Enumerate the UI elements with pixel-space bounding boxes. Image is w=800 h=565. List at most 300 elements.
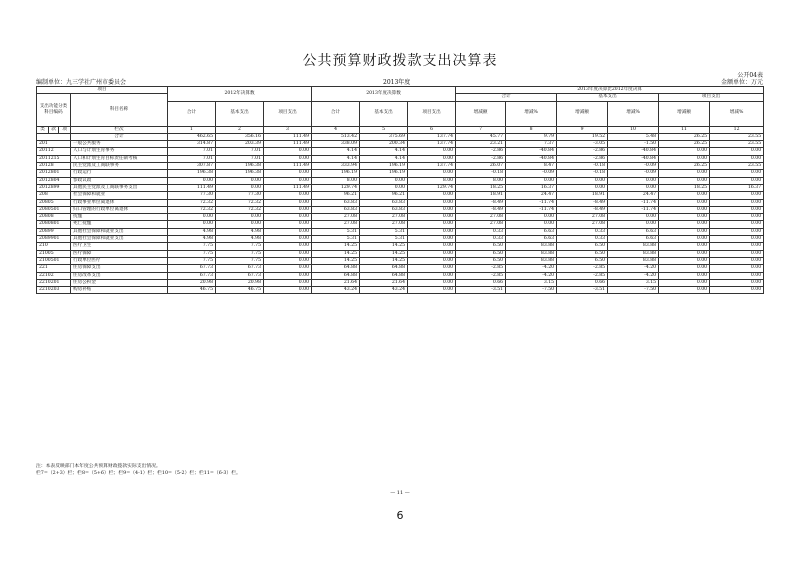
row-value: 0.00 xyxy=(659,272,710,279)
row-value: 0.00 xyxy=(659,155,710,162)
row-value: 46.75 xyxy=(216,287,264,294)
row-value: 4.98 xyxy=(216,228,264,235)
row-value: 27.08 xyxy=(312,214,360,221)
row-name: 一般公共服务 xyxy=(71,141,168,148)
row-value: 7.75 xyxy=(168,243,216,250)
row-value: 0.00 xyxy=(659,257,710,264)
row-value: 23.21 xyxy=(456,141,506,148)
row-value: 7.75 xyxy=(168,257,216,264)
row-value: 307.87 xyxy=(168,163,216,170)
row-value: 7.75 xyxy=(216,250,264,257)
row-value: -2.85 xyxy=(456,265,506,272)
row-value: 23.55 xyxy=(710,141,764,148)
row-value: 196.19 xyxy=(360,163,408,170)
row-value: 27.08 xyxy=(456,221,506,228)
row-value: 96.21 xyxy=(312,192,360,199)
row-value: 0.00 xyxy=(608,221,659,228)
row-value: 0.00 xyxy=(710,192,764,199)
row-value: 14.25 xyxy=(360,257,408,264)
row-value: 3.15 xyxy=(608,279,659,286)
kuan-header: 款 xyxy=(49,126,59,133)
row-value: 0.00 xyxy=(264,279,312,286)
row-value: -8.49 xyxy=(456,206,506,213)
table-row xyxy=(37,236,764,243)
row-value: 64.88 xyxy=(312,265,360,272)
row-value: 0.00 xyxy=(710,257,764,264)
table-row xyxy=(37,148,764,155)
row-value: -40.84 xyxy=(608,148,659,155)
table-row xyxy=(37,155,764,162)
row-value: -8.49 xyxy=(557,206,608,213)
row-value: 0.00 xyxy=(264,214,312,221)
row-value: -11.74 xyxy=(608,206,659,213)
row-value: 0.00 xyxy=(659,177,710,184)
row-value: -7.50 xyxy=(608,287,659,294)
row-value: 0.00 xyxy=(659,279,710,286)
row-value: 0.00 xyxy=(216,214,264,221)
row-code: 20128 xyxy=(37,163,71,170)
row-value: 83.88 xyxy=(506,250,557,257)
row-value: 18.25 xyxy=(456,184,506,191)
row-value: 0.00 xyxy=(506,221,557,228)
compare-project-header: 项目支出 xyxy=(659,94,764,101)
row-name: 归口管理的行政单位离退休 xyxy=(71,206,168,213)
row-value: 196.38 xyxy=(168,170,216,177)
row-value: 0.00 xyxy=(264,170,312,177)
row-code: 201 xyxy=(37,141,71,148)
table-row xyxy=(37,265,764,272)
col-num: 12 xyxy=(710,126,764,133)
row-name: 参政议政 xyxy=(71,177,168,184)
row-value: -8.49 xyxy=(456,199,506,206)
row-value: 26.25 xyxy=(659,163,710,170)
row-value: 0.00 xyxy=(659,236,710,243)
row-value: 83.88 xyxy=(608,257,659,264)
row-value: 0.00 xyxy=(659,250,710,257)
row-value: 67.73 xyxy=(216,272,264,279)
row-value: 0.00 xyxy=(710,279,764,286)
row-value: 0.00 xyxy=(659,243,710,250)
y2013-total-header: 合计 xyxy=(312,101,360,126)
row-value: 77.30 xyxy=(168,192,216,199)
row-value: 72.32 xyxy=(168,199,216,206)
row-name: 医疗保障 xyxy=(71,250,168,257)
row-value: 4.98 xyxy=(216,236,264,243)
table-row xyxy=(37,279,764,286)
table-row xyxy=(37,184,764,191)
row-value: 20.98 xyxy=(168,279,216,286)
row-value: 7.01 xyxy=(216,148,264,155)
row-value: -40.84 xyxy=(608,155,659,162)
row-value: 14.25 xyxy=(312,243,360,250)
row-value: 72.32 xyxy=(216,206,264,213)
row-value: 333.94 xyxy=(312,163,360,170)
row-value: 0.33 xyxy=(456,236,506,243)
row-name: 其他民主党派及工商联事务支出 xyxy=(71,184,168,191)
lan-header: 栏次 xyxy=(71,126,168,133)
row-value: 6.63 xyxy=(506,228,557,235)
col-num: 1 xyxy=(168,126,216,133)
row-value: 0.33 xyxy=(557,228,608,235)
row-value: 0.00 xyxy=(506,214,557,221)
expenditure-table xyxy=(36,86,764,294)
row-value: 314.87 xyxy=(168,141,216,148)
row-value: 16.37 xyxy=(506,184,557,191)
row-code: 21005 xyxy=(37,250,71,257)
row-value: 0.00 xyxy=(264,228,312,235)
row-value: 111.49 xyxy=(264,163,312,170)
row-value: 129.74 xyxy=(408,184,456,191)
row-code: 2100501 xyxy=(37,257,71,264)
row-code: 20808 xyxy=(37,214,71,221)
row-value: 0.00 xyxy=(710,148,764,155)
row-value: -11.74 xyxy=(608,199,659,206)
row-value: 3.15 xyxy=(506,279,557,286)
row-value: 4.14 xyxy=(360,155,408,162)
row-value: 0.00 xyxy=(408,265,456,272)
row-value: 0.00 xyxy=(264,221,312,228)
row-code: 2210203 xyxy=(37,287,71,294)
row-value: -0.09 xyxy=(608,163,659,170)
row-value: 27.08 xyxy=(557,214,608,221)
row-value: 196.19 xyxy=(360,170,408,177)
row-value: 63.83 xyxy=(360,199,408,206)
row-value: 0.00 xyxy=(360,184,408,191)
name-label-header: 科目名称 xyxy=(71,94,168,126)
row-value: 6.50 xyxy=(557,257,608,264)
row-value: 6.63 xyxy=(506,236,557,243)
row-value: 4.14 xyxy=(312,155,360,162)
row-value: 0.00 xyxy=(408,170,456,177)
row-value: 24.47 xyxy=(506,192,557,199)
row-value: 27.08 xyxy=(312,221,360,228)
row-value: 137.74 xyxy=(408,133,456,140)
row-name: 人口与计划生育事务 xyxy=(71,148,168,155)
row-value: 0.00 xyxy=(710,236,764,243)
table-notes xyxy=(36,462,241,476)
row-value: 0.00 xyxy=(659,199,710,206)
row-value: 0.00 xyxy=(408,214,456,221)
row-value: -2.86 xyxy=(557,155,608,162)
row-value: -3.51 xyxy=(456,287,506,294)
col-num: 11 xyxy=(659,126,710,133)
row-value: 7.75 xyxy=(216,257,264,264)
row-value: -2.85 xyxy=(557,265,608,272)
row-value: 21.64 xyxy=(312,279,360,286)
row-value: -3.05 xyxy=(557,141,608,148)
row-name: 行政单位医疗 xyxy=(71,257,168,264)
row-value: 8.00 xyxy=(408,177,456,184)
table-row xyxy=(37,163,764,170)
row-value: 0.00 xyxy=(264,257,312,264)
row-value: 0.00 xyxy=(506,177,557,184)
row-value: 0.00 xyxy=(710,155,764,162)
row-name: 医疗卫生 xyxy=(71,243,168,250)
form-code: 公开04表 xyxy=(737,72,763,79)
row-value: 0.00 xyxy=(608,184,659,191)
row-value: 67.73 xyxy=(216,265,264,272)
row-value: 72.32 xyxy=(168,206,216,213)
row-value: 14.25 xyxy=(360,243,408,250)
table-row xyxy=(37,243,764,250)
row-value: 0.00 xyxy=(264,272,312,279)
row-value: 6.50 xyxy=(456,243,506,250)
row-value: 7.37 xyxy=(506,141,557,148)
row-value: 4.14 xyxy=(312,148,360,155)
col-num: 5 xyxy=(360,126,408,133)
col-num: 2 xyxy=(216,126,264,133)
row-value: 0.00 xyxy=(408,148,456,155)
row-value: 0.00 xyxy=(408,272,456,279)
page-number: 6 xyxy=(396,509,404,522)
row-value: 27.08 xyxy=(456,214,506,221)
row-value: 513.42 xyxy=(312,133,360,140)
row-value: 0.00 xyxy=(264,192,312,199)
row-value: 0.00 xyxy=(264,265,312,272)
row-value: 0.00 xyxy=(264,155,312,162)
row-value: 200.34 xyxy=(360,141,408,148)
y2012-basic-header: 基本支出 xyxy=(216,101,264,126)
lei-header: 类 xyxy=(37,126,49,133)
row-value: 64.88 xyxy=(360,272,408,279)
row-value: 19.52 xyxy=(557,133,608,140)
row-value: 23.55 xyxy=(710,163,764,170)
row-code: 20805 xyxy=(37,199,71,206)
row-value: 27.08 xyxy=(557,221,608,228)
row-value: 5.31 xyxy=(360,228,408,235)
row-value: 111.49 xyxy=(168,184,216,191)
y2013-project-header: 项目支出 xyxy=(408,101,456,126)
row-value: 20.98 xyxy=(216,279,264,286)
row-name: 购房补贴 xyxy=(71,287,168,294)
row-code: 2089901 xyxy=(37,236,71,243)
row-value: 0.00 xyxy=(659,192,710,199)
row-value: 0.00 xyxy=(408,236,456,243)
row-value: 23.55 xyxy=(710,133,764,140)
row-value: 0.00 xyxy=(608,177,659,184)
row-value: 5.31 xyxy=(312,228,360,235)
row-value: 0.00 xyxy=(168,221,216,228)
row-name: 行政运行 xyxy=(71,170,168,177)
row-value: 137.74 xyxy=(408,141,456,148)
y2012-total-header: 合计 xyxy=(168,101,216,126)
row-value: -40.84 xyxy=(506,148,557,155)
row-value: 0.00 xyxy=(408,221,456,228)
row-value: 0.00 xyxy=(710,206,764,213)
row-value: 0.00 xyxy=(408,192,456,199)
row-value: -40.84 xyxy=(506,155,557,162)
row-value: 83.88 xyxy=(506,243,557,250)
row-code: 2012804 xyxy=(37,177,71,184)
basic-inc-pct-header: 增减% xyxy=(608,101,659,126)
row-value: 0.00 xyxy=(659,221,710,228)
row-value: -2.86 xyxy=(557,148,608,155)
col-num: 9 xyxy=(557,126,608,133)
y2013-basic-header: 基本支出 xyxy=(360,101,408,126)
row-value: 27.08 xyxy=(360,214,408,221)
table-row xyxy=(37,177,764,184)
row-code: 210 xyxy=(37,243,71,250)
row-value: 5.48 xyxy=(608,133,659,140)
row-value: 0.00 xyxy=(710,265,764,272)
row-value: -2.85 xyxy=(557,272,608,279)
row-value: 462.65 xyxy=(168,133,216,140)
row-value: 96.21 xyxy=(360,192,408,199)
row-value: 0.00 xyxy=(557,184,608,191)
row-value: 83.88 xyxy=(506,257,557,264)
row-name: 人口和计划生育目标责任制考核 xyxy=(71,155,168,162)
xiang-header: 项 xyxy=(59,126,71,133)
row-value: 0.00 xyxy=(408,279,456,286)
row-value: 26.25 xyxy=(659,141,710,148)
row-value: 0.00 xyxy=(659,206,710,213)
row-value: -11.74 xyxy=(506,206,557,213)
row-value: 0.00 xyxy=(408,155,456,162)
row-value: 0.00 xyxy=(659,265,710,272)
row-value: 26.07 xyxy=(456,163,506,170)
row-value: 0.00 xyxy=(710,221,764,228)
row-value: 111.49 xyxy=(264,141,312,148)
row-code: 2011215 xyxy=(37,155,71,162)
col-num: 4 xyxy=(312,126,360,133)
row-value: 43.24 xyxy=(360,287,408,294)
row-value: 196.19 xyxy=(312,170,360,177)
row-code: 221 xyxy=(37,265,71,272)
row-value: 4.98 xyxy=(168,228,216,235)
row-value: 0.00 xyxy=(710,214,764,221)
row-value: 0.00 xyxy=(216,177,264,184)
row-value: 4.98 xyxy=(168,236,216,243)
row-value: 0.00 xyxy=(710,250,764,257)
table-row xyxy=(37,221,764,228)
row-value: 14.25 xyxy=(360,250,408,257)
row-value: 338.09 xyxy=(312,141,360,148)
row-name: 民主党派及工商联事务 xyxy=(71,163,168,170)
row-value: -4.20 xyxy=(506,272,557,279)
row-value: 7.75 xyxy=(216,243,264,250)
row-value: -2.85 xyxy=(456,272,506,279)
row-value: 375.69 xyxy=(360,133,408,140)
row-value: 0.00 xyxy=(710,272,764,279)
row-value: 0.00 xyxy=(608,214,659,221)
row-value: -4.20 xyxy=(506,265,557,272)
year-label: 2013年度 xyxy=(383,79,411,86)
row-value: -7.50 xyxy=(506,287,557,294)
row-value: 0.00 xyxy=(408,206,456,213)
table-row xyxy=(37,133,764,140)
row-value: 6.50 xyxy=(456,257,506,264)
row-value: 0.00 xyxy=(264,243,312,250)
row-name: 其他社会保障和就业支出 xyxy=(71,236,168,243)
table-row xyxy=(37,199,764,206)
row-value: 0.66 xyxy=(557,279,608,286)
y2012-project-header: 项目支出 xyxy=(264,101,312,126)
row-value: 0.00 xyxy=(710,199,764,206)
row-value: 67.73 xyxy=(168,265,216,272)
total-inc-pct-header: 增减% xyxy=(506,101,557,126)
table-row xyxy=(37,141,764,148)
row-value: 0.00 xyxy=(216,221,264,228)
row-value: 0.00 xyxy=(408,287,456,294)
row-value: 6.63 xyxy=(608,236,659,243)
row-value: 77.30 xyxy=(216,192,264,199)
row-code xyxy=(37,133,71,140)
table-row xyxy=(37,250,764,257)
row-value: 26.25 xyxy=(659,133,710,140)
row-name: 住房公积金 xyxy=(71,279,168,286)
row-name: 合计 xyxy=(71,133,168,140)
row-value: 129.74 xyxy=(312,184,360,191)
col-num: 3 xyxy=(264,126,312,133)
row-value: 111.49 xyxy=(264,184,312,191)
total-inc-amount-header: 增减额 xyxy=(456,101,506,126)
row-name: 住房保障支出 xyxy=(71,265,168,272)
table-row xyxy=(37,272,764,279)
row-value: -11.74 xyxy=(506,199,557,206)
row-value: 21.64 xyxy=(360,279,408,286)
row-value: 8.00 xyxy=(312,177,360,184)
row-value: 8.00 xyxy=(456,177,506,184)
row-value: 0.00 xyxy=(710,170,764,177)
row-value: 0.00 xyxy=(659,170,710,177)
row-value: 18.91 xyxy=(557,192,608,199)
table-row xyxy=(37,214,764,221)
row-value: -0.09 xyxy=(608,170,659,177)
row-value: 0.00 xyxy=(408,228,456,235)
row-name: 死亡抚恤 xyxy=(71,221,168,228)
row-value: 0.00 xyxy=(710,243,764,250)
row-value: 0.00 xyxy=(659,214,710,221)
row-value: -0.09 xyxy=(506,170,557,177)
note-line-2: 栏7=（2+3）栏；栏8=（5+6）栏；栏9=（4-1）栏；栏10=（5-2）栏；栏11=（6-3）栏。 xyxy=(36,471,241,476)
row-code: 2080801 xyxy=(37,221,71,228)
row-name: 其他社会保障和就业支出 xyxy=(71,228,168,235)
row-code: 2210201 xyxy=(37,279,71,286)
project-header: 项目 xyxy=(37,87,168,94)
row-value: 0.00 xyxy=(659,287,710,294)
row-value: 63.83 xyxy=(360,206,408,213)
row-value: 67.73 xyxy=(168,272,216,279)
table-row xyxy=(37,257,764,264)
row-value: 0.00 xyxy=(659,228,710,235)
row-value: 0.00 xyxy=(264,177,312,184)
compare-header: 2013年度决算比2012年度决算 xyxy=(456,87,764,94)
col-num: 8 xyxy=(506,126,557,133)
table-row xyxy=(37,170,764,177)
row-value: 0.00 xyxy=(264,236,312,243)
row-code: 2080501 xyxy=(37,206,71,213)
row-value: 16.37 xyxy=(710,184,764,191)
row-value: 137.74 xyxy=(408,163,456,170)
row-value: 0.00 xyxy=(710,177,764,184)
row-value: 7.01 xyxy=(168,148,216,155)
row-value: 0.66 xyxy=(456,279,506,286)
row-value: 83.88 xyxy=(608,250,659,257)
note-line-1: 注：本表反映部门本年度公共预算财政拨款实际支出情况。 xyxy=(36,464,161,469)
compare-total-header: 合计 xyxy=(456,94,557,101)
row-value: 0.00 xyxy=(659,148,710,155)
row-value: 5.31 xyxy=(360,236,408,243)
row-value: 9.79 xyxy=(506,133,557,140)
row-value: -3.51 xyxy=(557,287,608,294)
row-name: 社会保障和就业 xyxy=(71,192,168,199)
row-value: -4.20 xyxy=(608,265,659,272)
row-value: 6.50 xyxy=(557,250,608,257)
unit-label: 编制单位：九三学社广州市委员会 xyxy=(36,79,127,86)
row-name: 住房改革支出 xyxy=(71,272,168,279)
basic-inc-amount-header: 增减额 xyxy=(557,101,608,126)
y2012-header: 2012年决算数 xyxy=(168,87,312,102)
